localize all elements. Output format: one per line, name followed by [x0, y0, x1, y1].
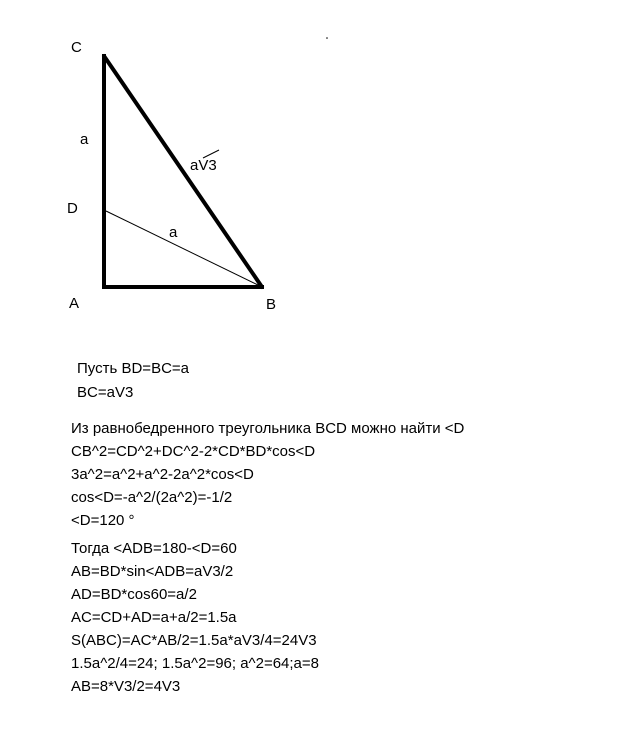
- triangle-diagram: [0, 0, 633, 340]
- side-cd-label: a: [80, 131, 89, 148]
- solution-line-4: CB^2=CD^2+DC^2-2*CD*BD*cos<D: [71, 443, 316, 460]
- stray-dot: [326, 37, 328, 39]
- solution-line-9: AB=BD*sin<ADB=aV3/2: [71, 563, 234, 580]
- solution-line-12: S(ABC)=AC*AB/2=1.5a*aV3/4=24V3: [71, 632, 317, 649]
- solution-line-13: 1.5a^2/4=24; 1.5a^2=96; a^2=64;a=8: [71, 655, 319, 672]
- solution-line-10: AD=BD*cos60=a/2: [71, 586, 197, 603]
- solution-line-6: cos<D=-a^2/(2a^2)=-1/2: [71, 489, 233, 506]
- vertex-b-label: B: [266, 296, 277, 313]
- solution-line-2: BC=aV3: [77, 384, 134, 401]
- solution-line-5: 3a^2=a^2+a^2-2a^2*cos<D: [71, 466, 254, 483]
- solution-line-7: <D=120 °: [71, 512, 135, 529]
- vertex-d-label: D: [67, 200, 78, 217]
- side-cb-label: aV3: [190, 157, 217, 174]
- solution-line-8: Тогда <ADB=180-<D=60: [71, 540, 237, 557]
- solution-line-14: AB=8*V3/2=4V3: [71, 678, 181, 695]
- vertex-c-label: C: [71, 39, 82, 56]
- side-cb: [104, 56, 262, 287]
- solution-line-11: AC=CD+AD=a+a/2=1.5a: [71, 609, 237, 626]
- solution-line-1: Пусть BD=BC=a: [77, 360, 190, 377]
- segment-bd-label: a: [169, 224, 178, 241]
- vertex-a-label: A: [69, 295, 80, 312]
- solution-line-3: Из равнобедренного треугольника BCD можно найти <D: [71, 420, 465, 437]
